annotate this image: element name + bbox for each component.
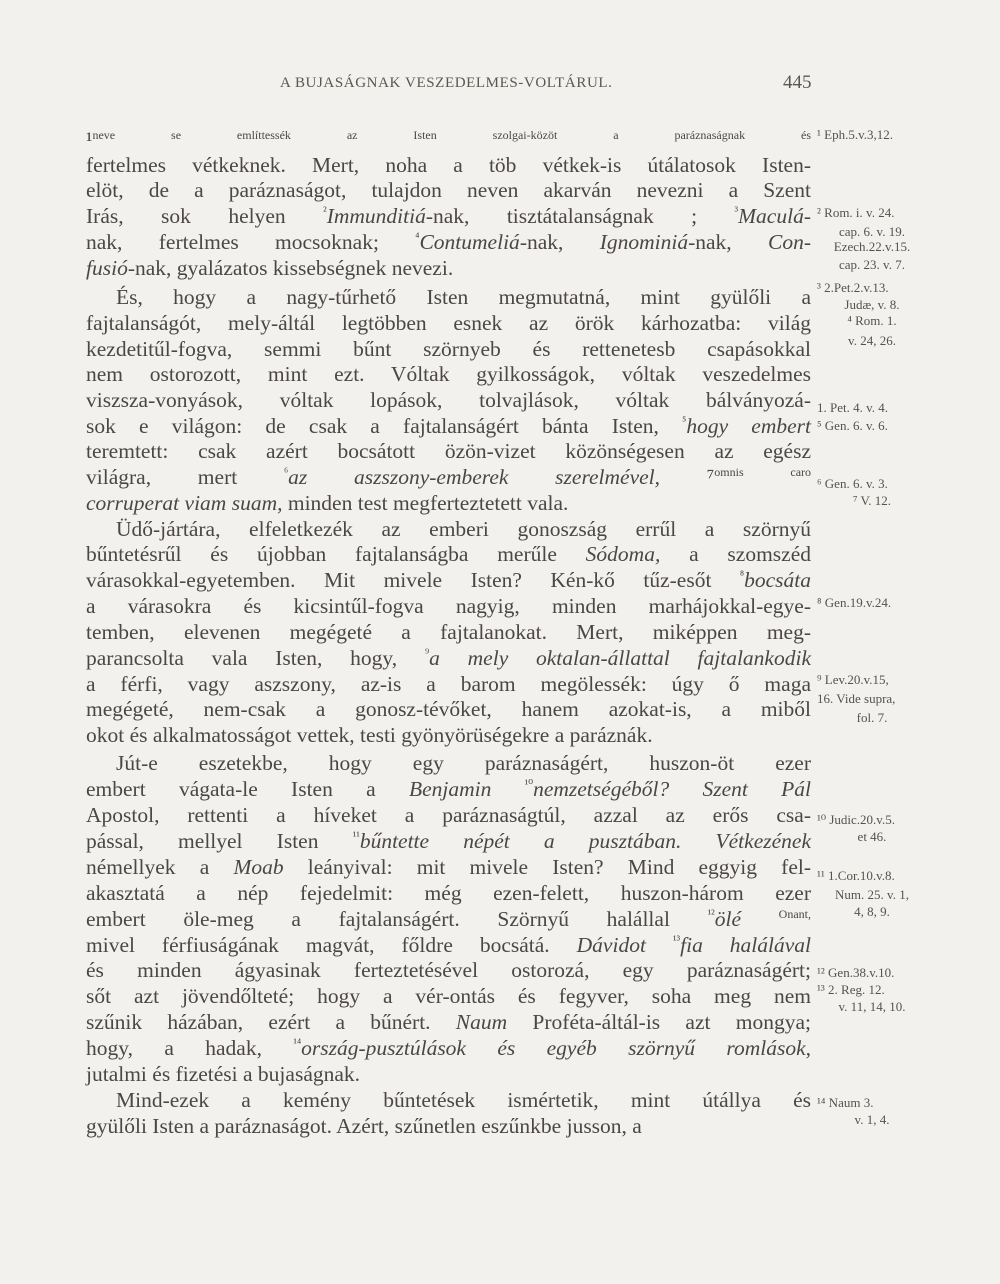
text-line [86,204,811,229]
text-run: pással, mellyel Isten [86,829,353,853]
text-line [86,1036,811,1061]
text-run: leányival: mit mivele Isten? Mind eggyig fel- [283,855,812,879]
text-run: Jút-e eszetekbe, hogy egy paráznaságért, huszon-öt ezer [116,751,811,775]
text-line [86,723,811,748]
text-run: hogy, a hadak, [86,1036,294,1060]
italic-term: bocsáta [744,568,811,592]
italic-term: Con- [768,230,812,254]
italic-term: nemzetségéből? Szent Pál [533,777,812,801]
italic-term: hogy embert [686,414,811,438]
text-line [86,881,811,906]
italic-term: corruperat viam suam, [86,491,283,515]
text-line [86,697,811,722]
text-run: nem ostorozott, mint ezt. Vóltak gyilkosságok, vóltak veszedelmes [86,362,811,386]
text-run: némellyek a [86,855,234,879]
text-line [86,1062,811,1087]
margin-note: fol. 7. [856,710,888,725]
italic-term: fia halálával [680,933,812,957]
margin-note: 1. Pet. 4. v. 4. [817,400,889,415]
margin-note: Judæ, v. 8. [844,297,900,312]
text-run: szűnik házában, ezért a bűnért. [86,1010,456,1034]
text-run [646,933,673,957]
text-line [86,984,811,1009]
text-run: fertelmes vétkeknek. Mert, noha a töb vétkek-is útálatosok Isten- [86,153,811,177]
margin-note: v. 11, 14, 10. [838,999,906,1014]
margin-note: 16. Vide supra, [817,691,896,706]
margin-note: Num. 25. v. 1, [835,887,909,902]
margin-note: ⁵ Gen. 6. v. 6. [817,418,888,433]
margin-note: et 46. [857,829,887,844]
text-run: ⁷ [706,465,715,489]
text-run: embert vágata-le Isten a [86,777,409,801]
text-run: a várasokra és kicsintűl-fogva nagyig, minden marhájokkal-egye- [86,594,811,618]
margin-note: ¹³ 2. Reg. 12. [817,982,885,997]
margin-note: v. 1, 4. [854,1112,890,1127]
text-line [86,256,811,281]
text-line [86,1114,811,1139]
text-run: Üdő-jártára, elfeletkezék az emberi gonoszság errűl a szörnyű [116,517,811,541]
text-run: - [803,204,811,228]
footnote-marker: ¹⁴ [293,1036,302,1050]
footnote-marker: ⁴ [415,230,420,244]
italic-term: ország-pusztúlások és egyéb szörnyű romlások, [301,1036,811,1060]
margin-note: ¹ Eph.5.v.3,12. [817,127,893,142]
text-line [86,568,811,593]
text-run: a férfi, vagy aszszony, az-is a barom megölessék: úgy ő maga [86,672,811,696]
text-run: parancsolta vala Isten, hogy, [86,646,425,670]
italic-term [744,465,791,489]
text-line [86,855,811,880]
text-run: várasokkal-egyetemben. Mit mivele Isten? Kén-kő tűz-esőt [86,568,740,592]
text-line [86,646,811,671]
italic-term: Naum [455,1010,508,1034]
footnote-marker: ⁹ [424,646,430,660]
italic-term: a mely oktalan-állattal fajtalankodik [429,646,811,670]
margin-note: ⁶ Gen. 6. v. 3. [817,476,888,491]
text-line [86,388,811,413]
margin-note: ⁸ Gen.19.v.24. [817,595,892,610]
footnote-marker: ² [323,204,327,218]
margin-note: cap. 6. v. 19. [839,224,905,239]
text-run: okot és alkalmatosságot vettek, testi gyönyörüségekre a paráznák. [86,723,653,747]
text-run: -nak, tisztátalanságnak ; [425,204,735,228]
text-run: megégeté, nem-csak a gonosz-tévőket, hanem azokat-is, a miből [86,697,811,721]
text-run: sok e világon: de csak a fajtalanságért bánta Isten, [86,414,683,438]
italic-term: bűntette népét a pusztában. Vétkezének [359,829,811,853]
text-run: Proféta-áltál-is azt mongya; [507,1010,811,1034]
text-run: viszsza-vonyások, vóltak lopások, tolvajlások, vóltak bálványozá- [86,388,811,412]
text-run: ¹ [86,128,93,152]
text-run: kezdetitűl-fogva, semmi bűnt szörnyeb és rettenetesb csapásokkal [86,337,811,361]
italic-term: Moab [233,855,284,879]
text-line [116,751,811,776]
text-run: Irás, sok helyen [86,204,324,228]
footnote-marker: Onant, [778,907,811,921]
text-run: sőt azt jövendőlteté; hogy a vér-ontás és fegyver, soha meg nem [86,984,811,1008]
margin-note: ⁹ Lev.20.v.15, [817,672,889,687]
text-run: -nak, [688,230,769,254]
footnote-marker: neve se említtessék az Isten szolgai-közöt a paráznaságnak és [92,128,811,142]
text-run: teremtett: csak azért bocsátott özön-vizet közönségesen az egész [86,439,811,463]
footnote-marker: ¹⁰ [524,777,534,791]
margin-note: Ezech.22.v.15. [833,239,911,254]
text-run: a szomszéd [660,542,811,566]
text-run: jutalmi és fizetési a bujaságnak. [86,1062,361,1086]
margin-note: ² Rom. i. v. 24. [817,205,895,220]
footnote-marker: ⁸ [739,568,745,582]
text-line [86,620,811,645]
text-line [86,829,811,854]
margin-note: ⁷ V. 12. [852,493,891,508]
footnote-marker: ³ [734,204,739,218]
margin-note: ¹⁰ Judic.20.v.5. [817,812,895,827]
text-line [86,491,811,516]
italic-term: fusió [86,256,128,280]
text-line [86,230,811,255]
text-line [86,933,811,958]
footnote-marker: caro [790,465,812,479]
text-line [116,517,811,542]
text-run: temben, elevenen megégeté a fajtalanokat. Mert, miképpen meg- [86,620,811,644]
italic-term: ölé [714,907,779,931]
text-run: akasztatá a nép fejedelmit: még ezen-felett, huszon-három ezer [86,881,811,905]
text-line [86,1010,811,1035]
text-run: Apostol, rettenti a híveket a paráznaságtúl, azzal az erős csa- [86,803,811,827]
text-run: És, hogy a nagy-tűrhető Isten megmutatná, mint gyülőli a [116,285,811,309]
text-run: -nak, gyalázatos kissebségnek nevezi. [127,256,454,280]
running-title: A BUJASÁGNAK VESZEDELMES-VOLTÁRUL. [280,75,613,91]
text-line [86,337,811,362]
text-line [86,594,811,619]
text-run: -nak, [519,230,600,254]
text-run: minden test megferteztetett vala. [282,491,569,515]
text-line [86,465,811,490]
margin-note: v. 24, 26. [848,333,896,348]
margin-note: ¹² Gen.38.v.10. [817,965,895,980]
text-run: Mind-ezek a kemény bűntetések ismértetik, mint útállya és [116,1088,811,1112]
text-line [86,672,811,697]
italic-term: Benjamin [408,777,492,801]
italic-term: Maculá [738,204,804,228]
margin-note: 4, 8, 9. [854,904,890,919]
text-run: gyülőli Isten a paráznaságot. Azért, szűnetlen eszűnkbe jusson, a [86,1114,642,1138]
italic-term: Sódoma, [585,542,661,566]
text-run: és minden ágyasinak ferteztetésével ostorozá, egy paráznaságért; [86,958,811,982]
footnote-marker: ¹¹ [352,829,360,843]
footnote-marker: ¹³ [672,933,681,947]
text-line [86,362,811,387]
italic-term: az aszszony-emberek szerelmével, [288,465,707,489]
text-line [86,153,811,178]
footnote-marker: ¹² [707,907,715,921]
italic-term: Contumeliá [419,230,520,254]
text-line [116,1088,811,1113]
text-run: embert öle-meg a fajtalanságért. Szörnyű halállal [86,907,708,931]
text-run: világra, mert [86,465,284,489]
text-run: elöt, de a paráznaságot, tulajdon neven akarván nevezni a Szent [86,178,811,202]
text-line [86,178,811,203]
text-run: fajtalanságót, mely-áltál legtöbben esnek az örök kárhozatba: világ [86,311,811,335]
margin-note: cap. 23. v. 7. [839,257,905,272]
footnote-marker: omnis [714,465,744,479]
text-line [116,285,811,310]
text-line [86,777,811,802]
footnote-marker: ⁵ [682,414,687,428]
text-line [86,542,811,567]
text-run: nak, fertelmes mocsoknak; [86,230,416,254]
margin-note: ¹⁴ Naum 3. [817,1095,874,1110]
text-line [86,439,811,464]
text-line [86,958,811,983]
margin-note: ¹¹ 1.Cor.10.v.8. [817,868,895,883]
italic-term: Dávidot [576,933,646,957]
text-run: mivel férfiuságának magvát, főldre bocsátá. [86,933,577,957]
footnote-marker: ⁶ [283,465,289,479]
margin-note: ³ 2.Pet.2.v.13. [817,280,889,295]
italic-term: Immunditiá [326,204,426,228]
italic-term: Ignominiá [599,230,689,254]
text-run: bűntetésrűl és újobban fajtalanságba merűle [86,542,586,566]
text-line [86,907,811,932]
text-run [491,777,524,801]
text-line [86,803,811,828]
text-line [86,128,811,153]
margin-note: ⁴ Rom. 1. [847,313,897,328]
page-number: 445 [783,72,812,93]
text-line [86,311,811,336]
text-line [86,414,811,439]
